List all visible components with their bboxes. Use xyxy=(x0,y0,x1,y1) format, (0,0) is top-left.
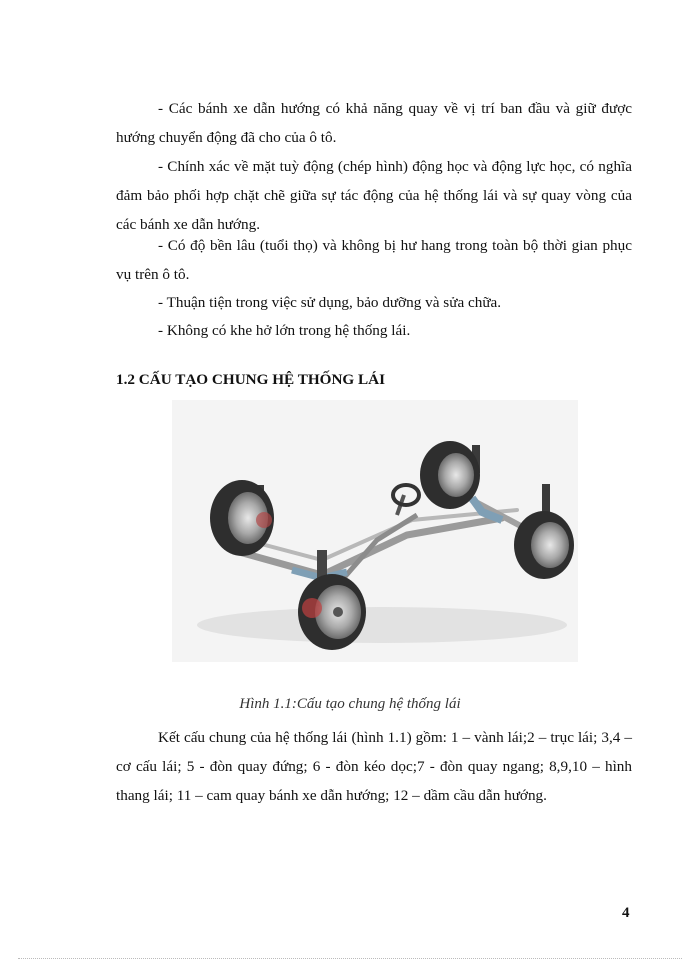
structure-description-paragraph: Kết cấu chung của hệ thống lái (hình 1.1) gồm: 1 – vành lái;2 – trục lái; 3,4 – cơ cấu lái; 5 - đòn quay đứng; 6 - đòn kéo dọc;7 - đòn quay ngang; 8,9,10 – hình thang lái; 11 – cam quay bánh xe dẫn hướng; 12 – dầm cầu dẫn hướng. xyxy=(116,729,632,804)
steering-system-illustration xyxy=(172,400,578,662)
footer-divider xyxy=(18,958,682,959)
requirement-paragraph-3: - Có độ bền lâu (tuổi thọ) và không bị hư hang trong toàn bộ thời gian phục vụ trên ô tô. xyxy=(116,237,632,283)
steering-system-figure xyxy=(172,400,578,662)
requirement-paragraph-5: - Không có khe hở lớn trong hệ thống lái. xyxy=(158,322,411,339)
requirement-paragraph-1: - Các bánh xe dẫn hướng có khả năng quay về vị trí ban đầu và giữ được hướng chuyển động đã cho của ô tô. xyxy=(116,100,632,146)
section-heading: 1.2 CẤU TẠO CHUNG HỆ THỐNG LÁI xyxy=(116,371,386,388)
requirement-paragraph-2: - Chính xác về mặt tuỳ động (chép hình) động học và động lực học, có nghĩa đảm bảo phối hợp chặt chẽ giữa sự tác động của hệ thống lái và sự quay vòng của các bánh xe dẫn hướng. xyxy=(116,158,632,233)
page-number: 4 xyxy=(622,905,630,921)
figure-caption: Hình 1.1:Cấu tạo chung hệ thống lái xyxy=(239,696,461,712)
requirement-paragraph-4: - Thuận tiện trong việc sử dụng, bảo dưỡng và sửa chữa. xyxy=(158,294,502,311)
